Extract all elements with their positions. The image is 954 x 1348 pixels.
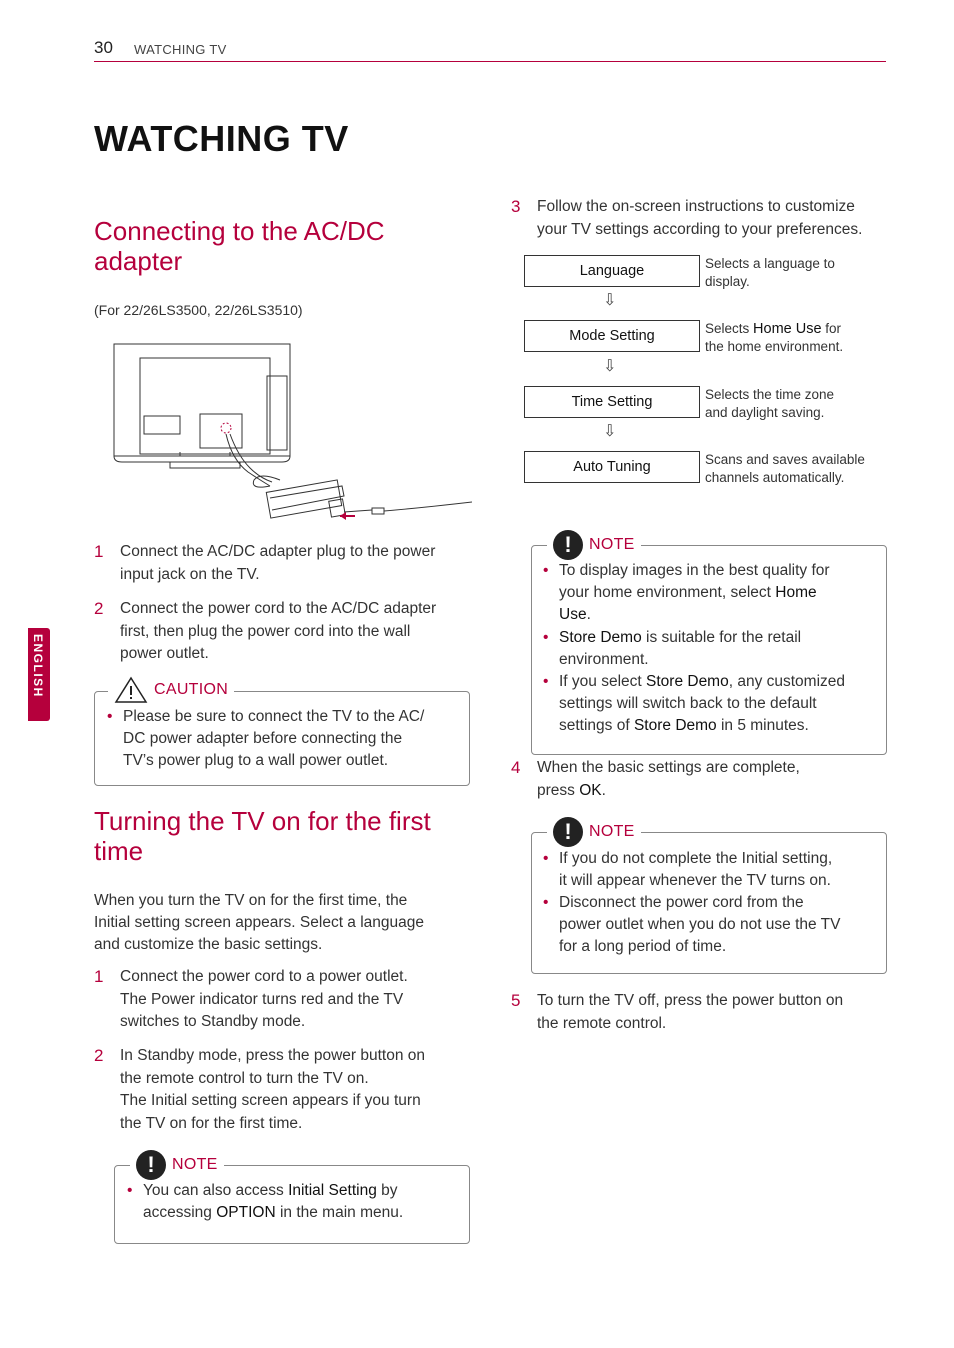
caution-header xyxy=(108,676,234,704)
connect-step-1: 1 Connect the AC/DC adapter plug to the power input jack on the TV. xyxy=(94,542,436,583)
header-rule xyxy=(94,61,886,62)
flow-box-auto-tuning: Auto Tuning xyxy=(524,451,700,483)
step-number: 2 xyxy=(94,599,104,618)
model-note: (For 22/26LS3500, 22/26LS3510) xyxy=(94,302,303,318)
exclamation-icon: ! xyxy=(553,530,583,560)
setup-step-4: 4 When the basic settings are complete, press OK. xyxy=(511,758,800,799)
page-number: 30 xyxy=(94,38,113,57)
setup-step-3: 3 Follow the on-screen instructions to customize your TV settings according to your preferences. xyxy=(511,197,863,238)
note-label: NOTE xyxy=(589,823,635,840)
power-step-2: 2 In Standby mode, press the power button on the remote control to turn the TV on. The Initial setting screen appears if you turn the TV on for the first time. xyxy=(94,1046,426,1132)
flow-box-mode-setting: Mode Setting xyxy=(524,320,700,352)
setup-step-5: 5 To turn the TV off, press the power button on the remote control. xyxy=(511,991,844,1032)
step-number: 2 xyxy=(94,1046,104,1065)
step-number: 5 xyxy=(511,991,521,1010)
caution-label: CAUTION xyxy=(154,681,229,698)
note-header xyxy=(547,817,641,847)
down-arrow-icon: ⇩ xyxy=(603,423,617,440)
note-label: NOTE xyxy=(589,536,635,553)
power-step-1: 1 Connect the power cord to a power outlet. The Power indicator turns red and the TV switches to Standby mode. xyxy=(94,967,408,1030)
flow-desc-time-setting: Selects the time zone and daylight saving. xyxy=(705,387,835,420)
flow-desc-language: Selects a language to display. xyxy=(705,256,835,289)
section-heading-first-time: Turning the TV on for the first time xyxy=(94,806,431,866)
page-title: WATCHING TV xyxy=(94,118,349,159)
connect-step-2: 2 Connect the power cord to the AC/DC adapter first, then plug the power cord into the wall power outlet. xyxy=(94,599,437,662)
step-number: 3 xyxy=(511,197,521,216)
flow-box-language: Language xyxy=(524,255,700,287)
running-header: WATCHING TV xyxy=(134,42,227,57)
note-header xyxy=(130,1150,224,1180)
note-label: NOTE xyxy=(172,1156,218,1173)
note-header xyxy=(547,530,641,560)
step-number: 1 xyxy=(94,542,104,561)
intro-paragraph: When you turn the TV on for the first time, the Initial setting screen appears. Select a language and customize the basic settings. xyxy=(94,892,425,953)
flow-desc-auto-tuning: Scans and saves available channels automatically. xyxy=(705,452,865,485)
flow-box-time-setting: Time Setting xyxy=(524,386,700,418)
flow-desc-mode-setting: Selects Home Use for the home environment. xyxy=(705,321,844,354)
exclamation-icon: ! xyxy=(136,1150,166,1180)
step-number: 1 xyxy=(94,967,104,986)
section-heading-ac-dc: Connecting to the AC/DC adapter xyxy=(94,216,385,276)
step-number: 4 xyxy=(511,758,521,777)
tv-adapter-illustration xyxy=(110,340,472,530)
language-tab-label: ENGLISH xyxy=(31,634,45,698)
language-tab xyxy=(28,628,50,721)
exclamation-icon: ! xyxy=(553,817,583,847)
caution-triangle-icon xyxy=(114,676,148,704)
down-arrow-icon: ⇩ xyxy=(603,292,617,309)
down-arrow-icon: ⇩ xyxy=(603,358,617,375)
